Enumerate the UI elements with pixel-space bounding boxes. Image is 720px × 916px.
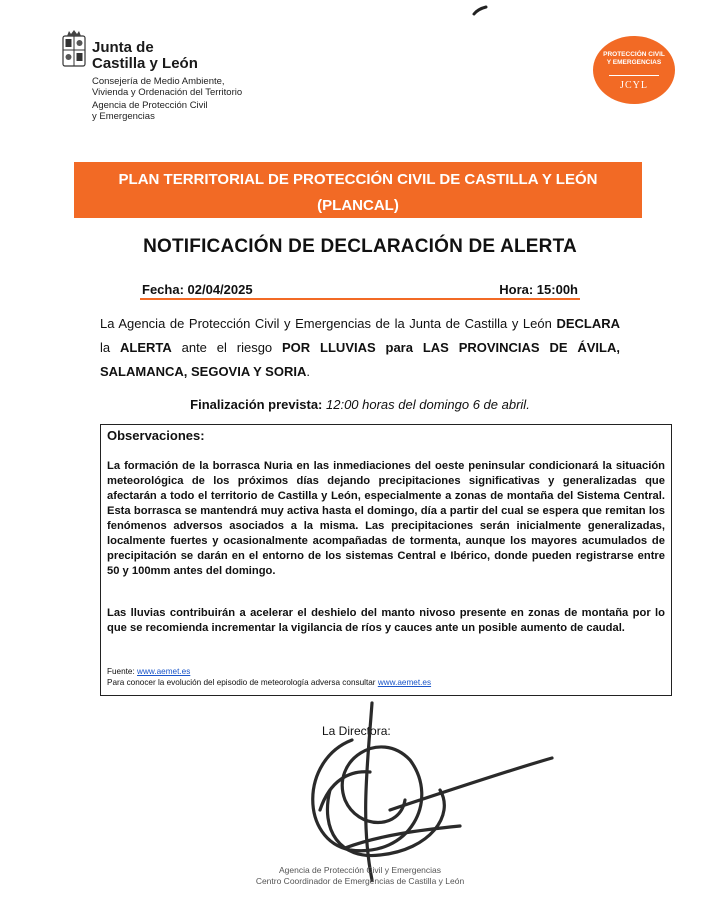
source-line xyxy=(107,666,190,677)
badge-line2: Y EMERGENCIAS xyxy=(606,59,662,66)
coat-of-arms-icon xyxy=(60,30,88,70)
plan-banner-line1: PLAN TERRITORIAL DE PROTECCIÓN CIVIL DE CASTILLA Y LEÓN xyxy=(118,171,598,188)
finalization-label: Finalización prevista: xyxy=(190,397,323,412)
declaration-risk: POR LLUVIAS para LAS PROVINCIAS DE ÁVILA, SALAMANCA, SEGOVIA Y SORIA xyxy=(100,340,620,379)
date-line xyxy=(140,282,580,300)
junta-title xyxy=(92,40,198,72)
declaration-alert: ALERTA xyxy=(119,340,172,355)
observations-paragraph-2: Las lluvias contribuirán a acelerar el deshielo del manto nivoso presente en zonas de montaña por lo que se recomienda incrementar la vigilancia de ríos y cauces ante un posible aumento de caudal. xyxy=(107,607,665,634)
date-field: Fecha: 02/04/2025 xyxy=(142,282,253,297)
footer-line2: Centro Coordinador de Emergencias de Castilla y León xyxy=(255,876,465,886)
finalization-value: 12:00 horas del domingo 6 de abril. xyxy=(326,397,530,412)
plan-banner-line2: (PLANCAL) xyxy=(317,197,399,214)
junta-title-line1: Junta de xyxy=(92,39,154,56)
finalization xyxy=(0,397,720,412)
evolution-link[interactable]: www.aemet.es xyxy=(377,678,432,687)
agency-line1: Agencia de Protección Civil xyxy=(92,100,208,111)
proteccion-civil-badge xyxy=(593,36,675,104)
badge-line1: PROTECCIÓN CIVIL xyxy=(603,51,665,58)
declaration-intro: La Agencia de Protección Civil y Emergencias de la Junta de Castilla y León xyxy=(100,316,552,331)
declaration-connector: la xyxy=(100,340,120,355)
page-title: NOTIFICACIÓN DE DECLARACIÓN DE ALERTA xyxy=(143,236,577,257)
source-label: Fuente: xyxy=(107,667,138,676)
department-line2: Vivienda y Ordenación del Territorio xyxy=(92,87,243,98)
evolution-text: Para conocer la evolución del episodio de meteorología adversa consultar xyxy=(107,678,378,687)
declaration-keyword: DECLARA xyxy=(556,316,620,331)
evolution-line xyxy=(107,677,431,688)
plan-banner xyxy=(74,162,642,218)
signature-label: La Directora: xyxy=(322,724,391,738)
agency-line2: y Emergencias xyxy=(92,111,155,122)
source-link[interactable]: www.aemet.es xyxy=(137,667,191,676)
declaration-period: . xyxy=(306,364,310,379)
pen-mark xyxy=(0,0,720,30)
time-field: Hora: 15:00h xyxy=(499,282,578,297)
badge-divider xyxy=(609,75,659,76)
department-line1: Consejería de Medio Ambiente, xyxy=(92,76,225,87)
declaration-text xyxy=(100,312,620,384)
footer-line1: Agencia de Protección Civil y Emergencias xyxy=(278,865,442,875)
declaration-risk-label: ante el riesgo xyxy=(171,340,283,355)
junta-department xyxy=(92,76,242,122)
junta-title-line2: Castilla y León xyxy=(92,55,198,72)
badge-jcyl: JCYL xyxy=(620,80,648,91)
observations-paragraph-1: La formación de la borrasca Nuria en las inmediaciones del oeste peninsular condicionará la situación meteorológica de los próximos días dejando precipitaciones significativas y generalizadas que afectarán a todo el territorio de Castilla y León, especialmente a zonas de montaña del Sistema Central. Esta borrasca se mantendrá muy activa hasta el domingo, día a partir del cual se espera que remitan los fenómenos adversos asociados a la misma. Las precipitaciones serán inicialmente generalizadas, localmente fuertes y ocasionalmente acompañadas de tormenta, aunque los mayores acumulados de precipitación se darán en el entorno de los sistemas Central e Ibérico, donde pueden registrarse entre 50 y 100mm antes del domingo. xyxy=(107,460,665,577)
observations-title: Observaciones: xyxy=(107,428,205,443)
footer xyxy=(0,865,720,887)
observations-box xyxy=(100,424,672,696)
